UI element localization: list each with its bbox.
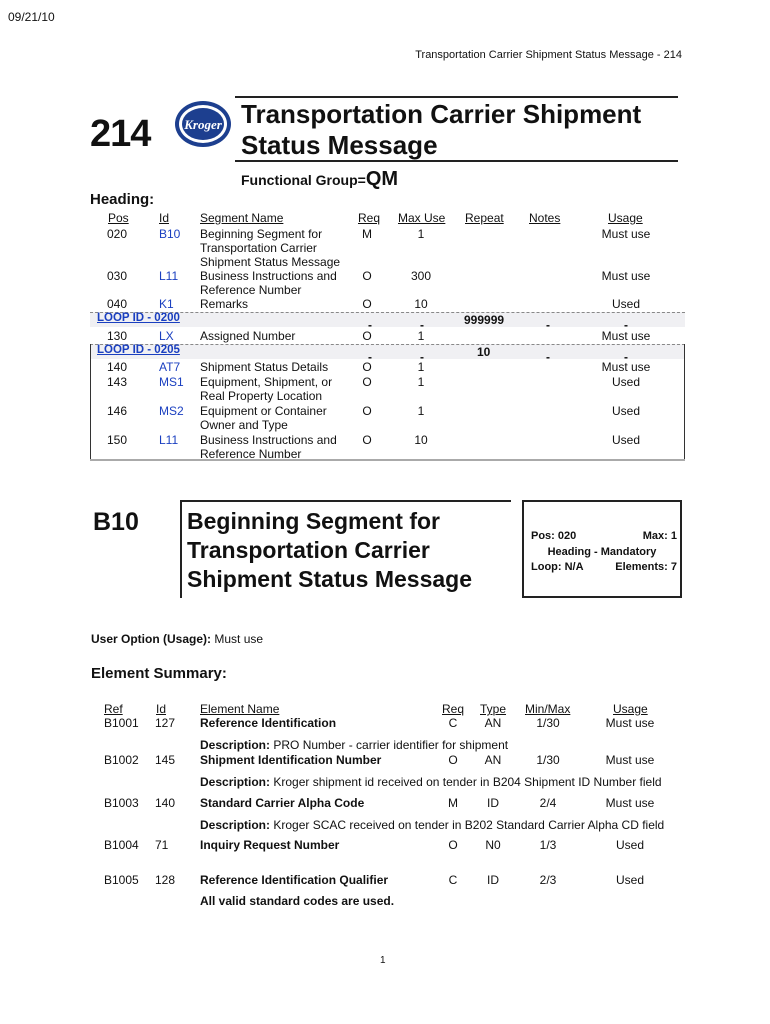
description-text: PRO Number - carrier identifier for shipment <box>273 738 509 752</box>
element-summary-label: Element Summary: <box>91 665 227 682</box>
segment-req: O <box>362 329 372 343</box>
segment-name: Business Instructions and Reference Number <box>200 269 337 297</box>
element-name: Reference Identification <box>200 716 337 730</box>
segment-pos: 150 <box>107 433 128 447</box>
element-usage: Used <box>615 873 644 887</box>
element-ref: B1001 <box>104 716 139 730</box>
segment-max-use: 1 <box>417 375 425 389</box>
dash: - <box>420 318 424 332</box>
col-notes: Notes <box>529 211 561 225</box>
segment-max-use: 1 <box>417 360 425 374</box>
element-minmax: 2/4 <box>539 796 557 810</box>
segment-usage: Used <box>611 297 640 311</box>
col-repeat: Repeat <box>465 211 504 225</box>
segment-id-link[interactable]: MS2 <box>159 404 184 418</box>
segment-pos: 130 <box>107 329 128 343</box>
segment-pos: 143 <box>107 375 128 389</box>
description-label: Description: <box>200 738 271 752</box>
col-segment-name: Segment Name <box>200 211 284 225</box>
element-name: Reference Identification Qualifier <box>200 873 389 887</box>
dash: - <box>368 350 372 364</box>
col-id: Id <box>159 211 170 225</box>
element-usage: Must use <box>605 716 655 730</box>
element-req: O <box>448 753 458 767</box>
segment-pos: 030 <box>107 269 128 283</box>
segment-usage: Used <box>611 433 640 447</box>
segment-req: M <box>362 227 372 241</box>
element-req: C <box>448 873 458 887</box>
element-type: AN <box>484 753 502 767</box>
heading-label: Heading: <box>90 191 155 208</box>
element-name: Shipment Identification Number <box>200 753 382 767</box>
functional-group: Functional Group=QM <box>241 168 399 190</box>
loop-id-0205[interactable]: LOOP ID - 0205 <box>97 344 180 356</box>
element-minmax: 2/3 <box>539 873 557 887</box>
element-ref: B1005 <box>104 873 139 887</box>
segment-usage: Must use <box>601 227 651 241</box>
segment-code: B10 <box>93 508 139 536</box>
segment-pos: 040 <box>107 297 128 311</box>
info-elements: Elements: 7 <box>615 561 677 573</box>
user-option: User Option (Usage): Must use <box>91 632 264 646</box>
description-text: Kroger SCAC received on tender in B202 Standard Carrier Alpha CD field <box>273 818 665 832</box>
loop-id-0200[interactable]: LOOP ID - 0200 <box>97 312 180 324</box>
segment-max-use: 1 <box>417 404 425 418</box>
element-ref: B1003 <box>104 796 139 810</box>
element-minmax: 1/3 <box>539 838 557 852</box>
element-id: 127 <box>155 716 176 730</box>
page-number: 1 <box>380 955 386 966</box>
col-pos: Pos <box>108 211 129 225</box>
info-heading: Heading - Mandatory <box>547 546 657 558</box>
segment-req: O <box>362 269 372 283</box>
codes-note: All valid standard codes are used. <box>200 894 395 908</box>
ecol-type: Type <box>480 702 507 716</box>
element-id: 128 <box>155 873 176 887</box>
segment-id-link[interactable]: LX <box>159 329 174 343</box>
segment-req: O <box>362 433 372 447</box>
page-title: Transportation Carrier Shipment Status Message <box>241 99 642 160</box>
description-text: Kroger shipment id received on tender in B204 Shipment ID Number field <box>273 775 662 789</box>
element-id: 145 <box>155 753 176 767</box>
segment-usage: Used <box>611 375 640 389</box>
segment-id-link[interactable]: L11 <box>159 433 179 447</box>
dash: - <box>368 318 372 332</box>
element-ref: B1004 <box>104 838 139 852</box>
title-rule-bottom <box>235 160 678 162</box>
segment-id-link[interactable]: B10 <box>159 227 181 241</box>
info-max: Max: 1 <box>642 530 677 542</box>
table-bottom-rule <box>90 459 685 461</box>
element-type: AN <box>484 716 502 730</box>
description-label: Description: <box>200 775 271 789</box>
segment-id-link[interactable]: MS1 <box>159 375 184 389</box>
element-usage: Must use <box>605 753 655 767</box>
element-name: Standard Carrier Alpha Code <box>200 796 365 810</box>
dash: - <box>546 318 550 332</box>
segment-req: O <box>362 297 372 311</box>
element-type: ID <box>487 873 499 887</box>
segment-id-link[interactable]: L11 <box>159 269 179 283</box>
document-number: 214 <box>90 113 151 155</box>
description-label: Description: <box>200 818 271 832</box>
dash: - <box>624 318 628 332</box>
segment-usage: Must use <box>601 360 651 374</box>
segment-name: Equipment or Container Owner and Type <box>200 404 327 432</box>
dash: - <box>420 350 424 364</box>
ecol-ref: Ref <box>104 702 123 716</box>
segment-name: Remarks <box>200 297 249 311</box>
element-id: 140 <box>155 796 176 810</box>
segment-max-use: 10 <box>414 433 428 447</box>
segment-pos: 140 <box>107 360 128 374</box>
loop-0200-repeat: 999999 <box>464 313 505 327</box>
element-req: O <box>448 838 458 852</box>
element-minmax: 1/30 <box>536 753 560 767</box>
ecol-req: Req <box>442 702 465 716</box>
element-description <box>200 818 664 832</box>
ecol-minmax: Min/Max <box>525 702 571 716</box>
info-pos: Pos: 020 <box>531 530 577 542</box>
title-rule-top <box>235 96 678 98</box>
segment-max-use: 1 <box>417 227 425 241</box>
segment-req: O <box>362 404 372 418</box>
element-description <box>200 775 662 789</box>
element-name: Inquiry Request Number <box>200 838 340 852</box>
segment-name: Shipment Status Details <box>200 360 329 374</box>
segment-id-link[interactable]: AT7 <box>159 360 181 374</box>
svg-text:Kroger: Kroger <box>184 117 222 132</box>
segment-req: O <box>362 360 372 374</box>
ecol-usage: Usage <box>613 702 648 716</box>
segment-name: Assigned Number <box>200 329 296 343</box>
col-usage: Usage <box>608 211 643 225</box>
dash: - <box>546 350 550 364</box>
print-date: 09/21/10 <box>8 10 55 24</box>
element-req: M <box>448 796 458 810</box>
segment-id-link[interactable]: K1 <box>159 297 174 311</box>
segment-req: O <box>362 375 372 389</box>
element-type: N0 <box>485 838 501 852</box>
segment-max-use: 10 <box>414 297 428 311</box>
running-header: Transportation Carrier Shipment Status Message - 214 <box>415 49 682 61</box>
segment-max-use: 1 <box>417 329 425 343</box>
segment-info-box <box>522 500 682 598</box>
segment-pos: 146 <box>107 404 128 418</box>
loop-0205-repeat: 10 <box>477 345 491 359</box>
col-max-use: Max Use <box>398 211 446 225</box>
element-description <box>200 738 508 752</box>
element-minmax: 1/30 <box>536 716 560 730</box>
segment-usage: Must use <box>601 329 651 343</box>
segment-usage: Used <box>611 404 640 418</box>
segment-name: Equipment, Shipment, or Real Property Location <box>200 375 333 403</box>
segment-usage: Must use <box>601 269 651 283</box>
ecol-element-name: Element Name <box>200 702 280 716</box>
segment-max-use: 300 <box>410 269 432 283</box>
segment-title: Beginning Segment for Transportation Carrier Shipment Status Message <box>187 508 473 592</box>
element-usage: Must use <box>605 796 655 810</box>
element-id: 71 <box>155 838 169 852</box>
segment-name: Beginning Segment for Transportation Carrier Shipment Status Message <box>200 227 341 269</box>
element-type: ID <box>487 796 499 810</box>
element-usage: Used <box>615 838 644 852</box>
segment-pos: 020 <box>107 227 128 241</box>
element-ref: B1002 <box>104 753 139 767</box>
kroger-logo <box>173 99 233 149</box>
ecol-id: Id <box>156 702 167 716</box>
col-req: Req <box>358 211 381 225</box>
element-req: C <box>448 716 458 730</box>
segment-name: Business Instructions and Reference Number <box>200 433 337 461</box>
dash: - <box>624 350 628 364</box>
info-loop: Loop: N/A <box>531 561 584 573</box>
